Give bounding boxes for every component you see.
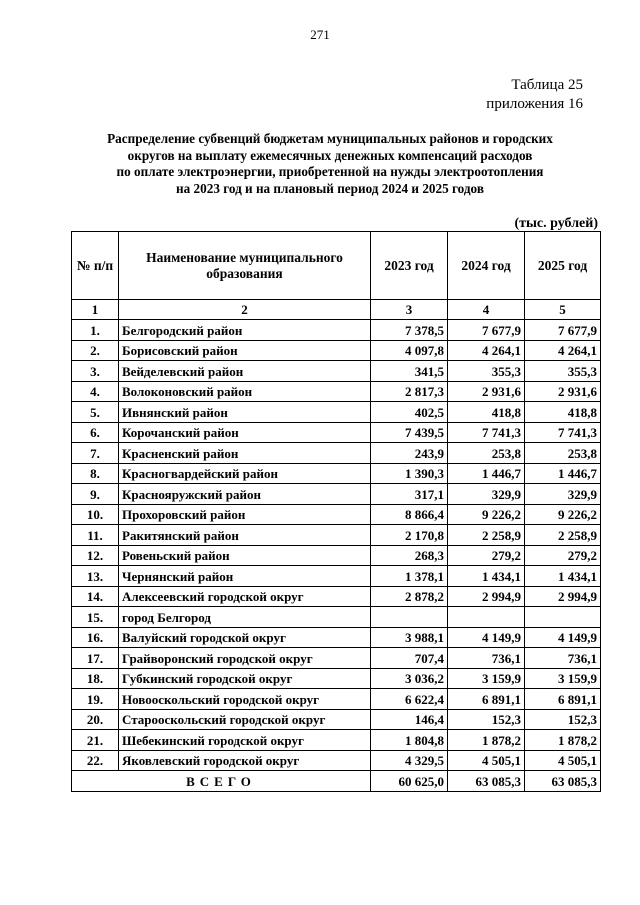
row-name: Белгородский район — [119, 320, 371, 341]
row-value-2023: 8 866,4 — [371, 504, 448, 525]
table-row — [72, 730, 601, 751]
table-row — [72, 525, 601, 546]
total-2023: 60 625,0 — [371, 771, 448, 792]
row-value-2023: 2 878,2 — [371, 586, 448, 607]
row-value-2024: 329,9 — [448, 484, 525, 505]
title-line: по оплате электроэнергии, приобретенной на нужды электроотопления — [116, 164, 544, 179]
row-value-2025: 1 446,7 — [525, 463, 601, 484]
column-number: 5 — [525, 300, 601, 320]
table-row — [72, 422, 601, 443]
title-line: округов на выплату ежемесячных денежных компенсаций расходов — [127, 147, 533, 163]
title-line: на 2023 год и на плановый период 2024 и 2025 годов — [176, 180, 484, 196]
row-value-2023: 268,3 — [371, 545, 448, 566]
row-value-2023: 7 378,5 — [371, 320, 448, 341]
row-number: 22. — [72, 750, 119, 771]
row-value-2025: 253,8 — [525, 443, 601, 464]
row-number: 10. — [72, 504, 119, 525]
row-name: Борисовский район — [119, 340, 371, 361]
row-name: Вейделевский район — [119, 361, 371, 382]
row-value-2025: 7 741,3 — [525, 422, 601, 443]
row-number: 11. — [72, 525, 119, 546]
row-value-2023: 146,4 — [371, 709, 448, 730]
total-label: ВСЕГО — [72, 771, 371, 792]
row-value-2025: 7 677,9 — [525, 320, 601, 341]
row-value-2023: 1 378,1 — [371, 566, 448, 587]
total-row — [72, 771, 601, 792]
row-value-2025: 2 258,9 — [525, 525, 601, 546]
total-2024: 63 085,3 — [448, 771, 525, 792]
table-row — [72, 381, 601, 402]
row-number: 5. — [72, 402, 119, 423]
row-number: 19. — [72, 689, 119, 710]
row-name: Ракитянский район — [119, 525, 371, 546]
row-value-2023: 2 817,3 — [371, 381, 448, 402]
row-number: 13. — [72, 566, 119, 587]
row-name: Волоконовский район — [119, 381, 371, 402]
subvention-table — [71, 231, 601, 792]
row-value-2025: 2 931,6 — [525, 381, 601, 402]
row-value-2024: 2 931,6 — [448, 381, 525, 402]
table-row — [72, 689, 601, 710]
row-value-2024: 736,1 — [448, 648, 525, 669]
row-number: 16. — [72, 627, 119, 648]
table-row — [72, 586, 601, 607]
row-value-2023: 317,1 — [371, 484, 448, 505]
row-value-2023: 3 036,2 — [371, 668, 448, 689]
row-value-2024: 1 434,1 — [448, 566, 525, 587]
row-name: Прохоровский район — [119, 504, 371, 525]
row-value-2024: 418,8 — [448, 402, 525, 423]
row-value-2023: 2 170,8 — [371, 525, 448, 546]
table-row — [72, 443, 601, 464]
row-value-2024: 253,8 — [448, 443, 525, 464]
table-row — [72, 340, 601, 361]
row-value-2023: 4 097,8 — [371, 340, 448, 361]
row-value-2025: 4 149,9 — [525, 627, 601, 648]
row-name: Ровеньский район — [119, 545, 371, 566]
header-2025: 2025 год — [525, 232, 601, 300]
row-value-2025: 279,2 — [525, 545, 601, 566]
row-value-2024: 7 677,9 — [448, 320, 525, 341]
column-number: 3 — [371, 300, 448, 320]
row-value-2025: 152,3 — [525, 709, 601, 730]
row-name: Корочанский район — [119, 422, 371, 443]
row-value-2025: 9 226,2 — [525, 504, 601, 525]
row-value-2024: 2 258,9 — [448, 525, 525, 546]
row-value-2024: 1 878,2 — [448, 730, 525, 751]
row-name: Ивнянский район — [119, 402, 371, 423]
header-row — [72, 232, 601, 300]
row-value-2023: 707,4 — [371, 648, 448, 669]
row-value-2025: 1 878,2 — [525, 730, 601, 751]
row-number: 7. — [72, 443, 119, 464]
table-row — [72, 463, 601, 484]
table-ref-line-1: Таблица 25 — [511, 77, 583, 93]
row-value-2024: 4 149,9 — [448, 627, 525, 648]
row-name: Красненский район — [119, 443, 371, 464]
row-number: 6. — [72, 422, 119, 443]
table-row — [72, 709, 601, 730]
row-value-2023: 1 804,8 — [371, 730, 448, 751]
row-value-2024: 2 994,9 — [448, 586, 525, 607]
row-value-2025: 6 891,1 — [525, 689, 601, 710]
table-row — [72, 566, 601, 587]
row-value-2023: 243,9 — [371, 443, 448, 464]
table-reference — [486, 76, 583, 114]
row-value-2025: 736,1 — [525, 648, 601, 669]
row-value-2025: 355,3 — [525, 361, 601, 382]
row-value-2024: 152,3 — [448, 709, 525, 730]
table-row — [72, 504, 601, 525]
row-value-2023: 1 390,3 — [371, 463, 448, 484]
row-value-2023: 7 439,5 — [371, 422, 448, 443]
column-number: 4 — [448, 300, 525, 320]
table-row — [72, 402, 601, 423]
row-name: Грайворонский городской округ — [119, 648, 371, 669]
row-value-2024: 4 505,1 — [448, 750, 525, 771]
row-value-2025: 418,8 — [525, 402, 601, 423]
table-row — [72, 320, 601, 341]
table-ref-line-2: приложения 16 — [486, 96, 583, 112]
row-number: 20. — [72, 709, 119, 730]
row-number: 14. — [72, 586, 119, 607]
row-value-2024: 7 741,3 — [448, 422, 525, 443]
row-name: Старооскольский городской округ — [119, 709, 371, 730]
row-number: 3. — [72, 361, 119, 382]
row-name: Алексеевский городской округ — [119, 586, 371, 607]
table-row — [72, 750, 601, 771]
row-name: Краснояружский район — [119, 484, 371, 505]
row-name: Валуйский городской округ — [119, 627, 371, 648]
row-name: Чернянский район — [119, 566, 371, 587]
row-value-2025: 2 994,9 — [525, 586, 601, 607]
row-value-2025: 4 264,1 — [525, 340, 601, 361]
row-number: 21. — [72, 730, 119, 751]
page-number: 271 — [310, 27, 330, 42]
row-value-2023: 6 622,4 — [371, 689, 448, 710]
row-value-2024: 279,2 — [448, 545, 525, 566]
row-value-2024: 4 264,1 — [448, 340, 525, 361]
title-line: Распределение субвенций бюджетам муниципальных районов и городских — [107, 131, 553, 146]
units-label: (тыс. рублей) — [514, 216, 598, 231]
row-value-2023: 4 329,5 — [371, 750, 448, 771]
row-number: 1. — [72, 320, 119, 341]
header-2023: 2023 год — [371, 232, 448, 300]
row-number: 15. — [72, 607, 119, 628]
column-numbers-row — [72, 300, 601, 320]
row-value-2024: 355,3 — [448, 361, 525, 382]
table-row — [72, 361, 601, 382]
row-value-2024: 6 891,1 — [448, 689, 525, 710]
row-value-2024: 1 446,7 — [448, 463, 525, 484]
row-value-2025 — [525, 607, 601, 628]
row-name: Шебекинский городской округ — [119, 730, 371, 751]
document-title — [55, 131, 605, 197]
row-number: 17. — [72, 648, 119, 669]
row-name: Яковлевский городской округ — [119, 750, 371, 771]
row-name: Красногвардейский район — [119, 463, 371, 484]
row-number: 4. — [72, 381, 119, 402]
row-value-2024 — [448, 607, 525, 628]
row-name: Губкинский городской округ — [119, 668, 371, 689]
row-value-2025: 329,9 — [525, 484, 601, 505]
header-2024: 2024 год — [448, 232, 525, 300]
table-row — [72, 627, 601, 648]
header-name: Наименование муниципального образования — [119, 232, 371, 300]
row-value-2025: 1 434,1 — [525, 566, 601, 587]
row-value-2023: 341,5 — [371, 361, 448, 382]
table-body — [72, 320, 601, 771]
row-number: 2. — [72, 340, 119, 361]
row-value-2024: 9 226,2 — [448, 504, 525, 525]
row-value-2023: 3 988,1 — [371, 627, 448, 648]
row-name: город Белгород — [119, 607, 371, 628]
row-value-2024: 3 159,9 — [448, 668, 525, 689]
column-number: 1 — [72, 300, 119, 320]
table-row — [72, 484, 601, 505]
row-value-2025: 3 159,9 — [525, 668, 601, 689]
table-row — [72, 545, 601, 566]
row-value-2023: 402,5 — [371, 402, 448, 423]
column-number: 2 — [119, 300, 371, 320]
row-number: 8. — [72, 463, 119, 484]
row-number: 9. — [72, 484, 119, 505]
table-row — [72, 648, 601, 669]
table-row — [72, 607, 601, 628]
row-number: 12. — [72, 545, 119, 566]
row-name: Новооскольский городской округ — [119, 689, 371, 710]
header-num: № п/п — [72, 232, 119, 300]
row-value-2023 — [371, 607, 448, 628]
row-value-2025: 4 505,1 — [525, 750, 601, 771]
table-row — [72, 668, 601, 689]
row-number: 18. — [72, 668, 119, 689]
total-2025: 63 085,3 — [525, 771, 601, 792]
